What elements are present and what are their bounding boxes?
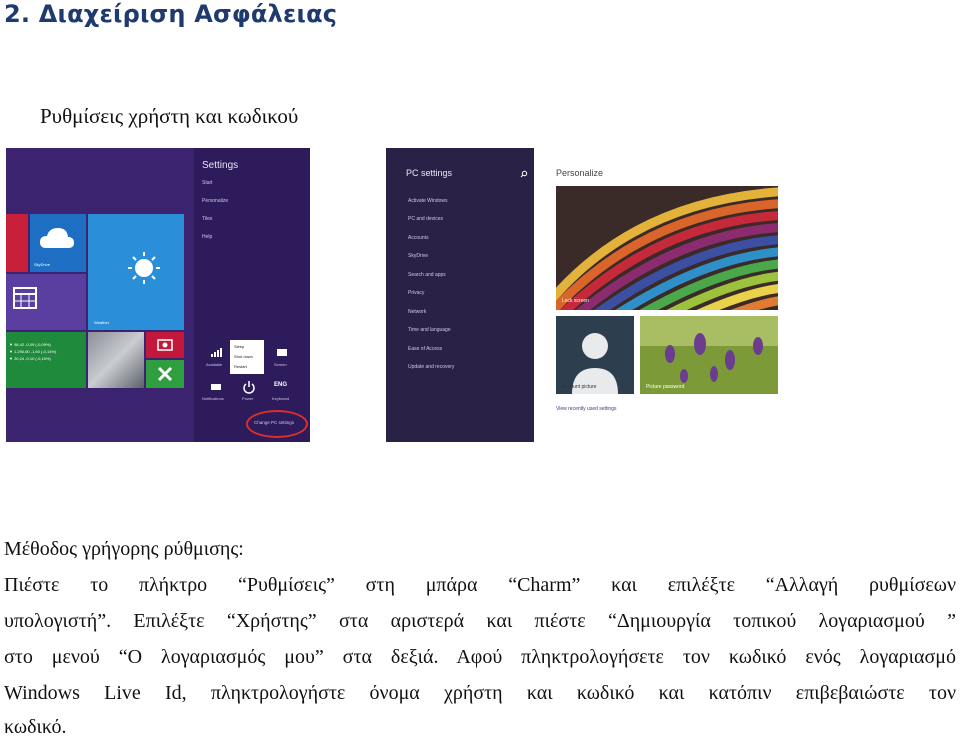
picture-password-tile[interactable]	[640, 316, 778, 394]
tile-games	[146, 360, 184, 388]
pc-item-time[interactable]: Time and language	[408, 327, 451, 333]
tile-calendar	[6, 274, 86, 330]
account-picture-caption: Account picture	[562, 384, 597, 390]
stock-line-1: ▼ 98,42 -0,09 (-0,09%)	[9, 342, 51, 347]
recent-settings-link[interactable]: View recently used settings	[556, 406, 617, 412]
pc-item-skydrive[interactable]: SkyDrive	[408, 253, 429, 259]
calendar-icon	[6, 274, 86, 330]
power-icon[interactable]	[242, 380, 256, 394]
pc-settings-title: PC settings	[406, 168, 453, 178]
tile-video	[146, 332, 184, 358]
subsection-title: Ρυθμίσεις χρήστη και κωδικού	[40, 104, 299, 128]
lock-screen-image[interactable]	[556, 186, 778, 310]
charm-item-tiles[interactable]: Tiles	[202, 216, 213, 222]
power-menu-shutdown[interactable]: Shut down	[234, 354, 253, 359]
tile-photos	[88, 332, 144, 388]
pc-item-ease[interactable]: Ease of Access	[408, 346, 443, 352]
notifications-icon[interactable]	[210, 382, 222, 392]
pc-item-network[interactable]: Network	[408, 309, 427, 315]
highlight-circle	[246, 410, 308, 438]
quick-label-available: Available	[206, 362, 223, 367]
weather-tile-label: Weather	[94, 320, 110, 325]
power-menu-sleep[interactable]: Sleep	[234, 344, 245, 349]
tile-finance	[6, 332, 86, 388]
xbox-icon	[146, 360, 184, 388]
charm-item-start[interactable]: Start	[202, 180, 213, 186]
pc-settings-nav	[386, 148, 534, 442]
body-line-1: Πιέστε το πλήκτρο “Ρυθμίσεις” στη μπάρα “Charm” και επιλέξτε “Αλλαγή ρυθμίσεων	[4, 574, 956, 596]
pc-item-devices[interactable]: PC and devices	[408, 216, 444, 222]
settings-charm-panel	[194, 148, 310, 442]
power-menu-restart[interactable]: Restart	[234, 364, 247, 369]
body-line-4: Windows Live Id, πληκτρολογήστε όνομα χρήστη και κωδικό και κατόπιν επιβεβαιώστε τον	[4, 682, 956, 704]
body-line-5: κωδικό.	[4, 716, 67, 738]
screenshot-pc-settings	[386, 148, 780, 442]
stock-line-2: ▼ 1.290,60 -1,60 (-0,14%)	[9, 349, 57, 354]
lock-screen-caption: Lock screen	[562, 298, 589, 304]
skydrive-tile-label: SkyDrive	[34, 262, 51, 267]
pc-item-update[interactable]: Update and recovery	[408, 364, 455, 370]
sun-icon	[88, 214, 184, 330]
charm-item-help[interactable]: Help	[202, 234, 213, 240]
section-heading: 2. Διαχείριση Ασφάλειας	[4, 0, 338, 28]
camera-icon	[146, 332, 184, 358]
body-line-3: στο μενού “Ο λογαριασμός μου” στα δεξιά. Αφού πληκτρολογήσετε τον κωδικό ενός λογαριασμό	[4, 646, 956, 668]
account-picture-tile[interactable]	[556, 316, 634, 394]
personalize-title: Personalize	[556, 168, 604, 178]
pc-item-activate[interactable]: Activate Windows	[408, 198, 448, 204]
tile-skydrive	[30, 214, 86, 272]
ribbons-picture	[556, 186, 778, 310]
quick-label-screen: Screen	[274, 362, 287, 367]
network-icon[interactable]	[210, 346, 224, 358]
charm-title: Settings	[202, 160, 239, 171]
quick-label-notifications: Notifications	[202, 396, 224, 401]
lavender-picture	[640, 316, 778, 394]
screen-icon[interactable]	[276, 348, 288, 358]
stock-line-3: ▼ 20,24 -0,10 (-0,15%)	[9, 356, 51, 361]
power-menu	[230, 340, 264, 374]
picture-password-caption: Picture password	[646, 384, 685, 390]
body-line-2: υπολογιστή”. Επιλέξτε “Χρήστης” στα αριστερά και πιέστε “Δημιουργία τοπικού λογαριασμού ”	[4, 610, 956, 632]
search-icon[interactable]	[520, 170, 528, 178]
pc-item-privacy[interactable]: Privacy	[408, 290, 425, 296]
method-title: Μέθοδος γρήγορης ρύθμισης:	[4, 538, 244, 560]
change-pc-settings-link[interactable]: Change PC settings	[254, 420, 295, 425]
tile-weather	[88, 214, 184, 330]
screenshot-start-settings	[6, 148, 310, 442]
user-silhouette-icon	[556, 316, 634, 394]
quick-label-keyboard: Keyboard	[272, 396, 290, 401]
tile-red-edge	[6, 214, 28, 272]
pc-item-search[interactable]: Search and apps	[408, 272, 446, 278]
charm-item-personalize[interactable]: Personalize	[202, 198, 229, 204]
quick-label-power: Power	[242, 396, 254, 401]
keyboard-language[interactable]: ENG	[274, 382, 288, 388]
pc-item-accounts[interactable]: Accounts	[408, 235, 429, 241]
